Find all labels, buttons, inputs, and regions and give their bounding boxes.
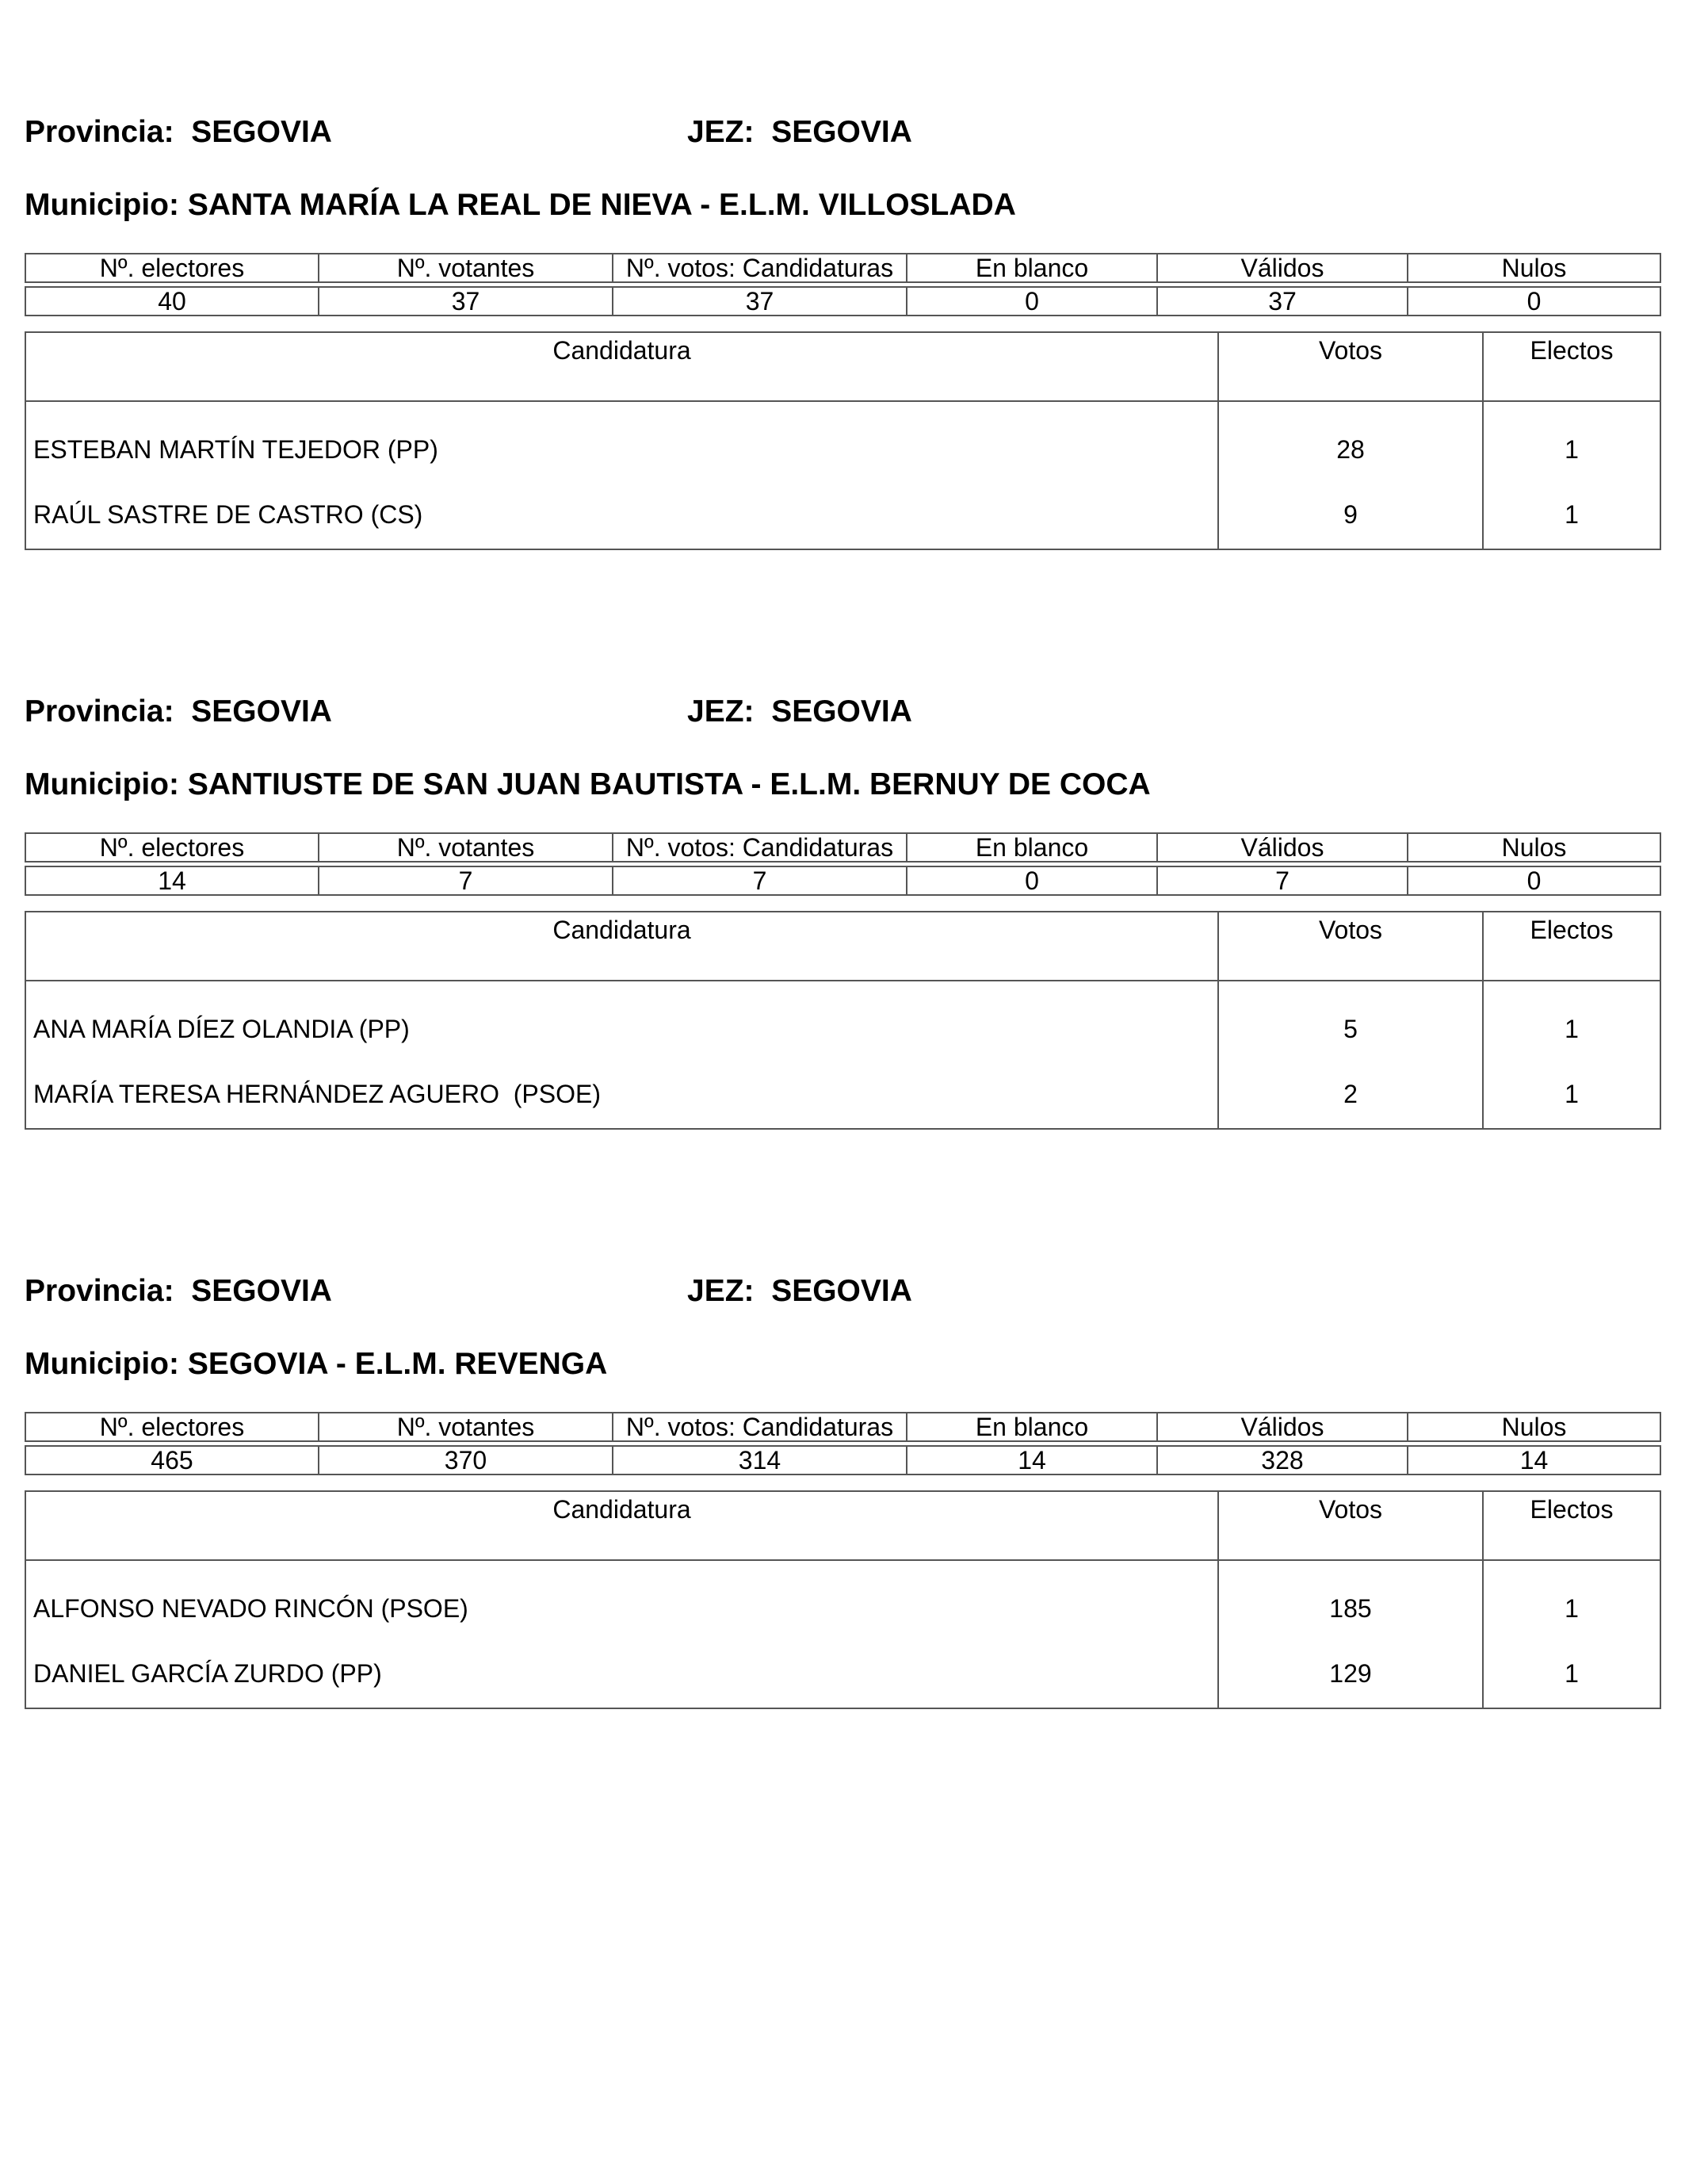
candidate-name: ANA MARÍA DÍEZ OLANDIA (PP) — [33, 1014, 410, 1043]
candidate-votos: 28 — [1218, 401, 1483, 481]
candidate-row — [25, 401, 1660, 481]
stats-header-cell: En blanco — [907, 254, 1157, 282]
votos-header: Votos — [1218, 1491, 1483, 1560]
candidate-row — [25, 1640, 1660, 1708]
stats-value-cell: 328 — [1157, 1446, 1408, 1474]
jez-value: SEGOVIA — [771, 115, 912, 149]
provincia-line — [25, 115, 332, 150]
stats-header-cell: Nulos — [1408, 254, 1660, 282]
stats-value-cell: 7 — [1157, 866, 1408, 895]
candidatura-header: Candidatura — [25, 332, 1218, 401]
candidate-electos: 1 — [1483, 981, 1660, 1061]
stats-header-cell: Válidos — [1157, 254, 1408, 282]
stats-header-cell: Nº. votantes — [319, 254, 613, 282]
stats-header-cell: Nº. electores — [25, 1413, 319, 1441]
candidate-votos: 185 — [1218, 1560, 1483, 1640]
section-header — [25, 1274, 1660, 1314]
municipio-label: Municipio: — [25, 1347, 179, 1381]
jez-line — [687, 694, 912, 729]
stats-value-cell: 14 — [25, 866, 319, 895]
stats-value-cell: 7 — [319, 866, 613, 895]
stats-value-row — [25, 866, 1660, 895]
candidate-votos: 129 — [1218, 1640, 1483, 1708]
stats-value-cell: 37 — [1157, 287, 1408, 316]
stats-header-cell: Nulos — [1408, 1413, 1660, 1441]
stats-header-cell: En blanco — [907, 833, 1157, 862]
stats-value-cell: 465 — [25, 1446, 319, 1474]
candidate-name: MARÍA TERESA HERNÁNDEZ AGUERO (PSOE) — [33, 1080, 601, 1108]
candidate-row — [25, 1061, 1660, 1129]
provincia-value: SEGOVIA — [191, 694, 332, 729]
provincia-value: SEGOVIA — [191, 115, 332, 149]
candidates-header-row — [25, 332, 1660, 401]
electos-header: Electos — [1483, 912, 1660, 981]
electos-header: Electos — [1483, 1491, 1660, 1560]
stats-value-cell: 40 — [25, 287, 319, 316]
stats-value-cell: 0 — [907, 287, 1157, 316]
municipio-line — [25, 767, 1151, 802]
stats-header-row — [25, 254, 1660, 282]
provincia-label: Provincia: — [25, 115, 174, 149]
candidate-electos: 1 — [1483, 481, 1660, 549]
candidate-name: ALFONSO NEVADO RINCÓN (PSOE) — [33, 1593, 468, 1623]
stats-header-cell: Nº. votos: Candidaturas — [613, 833, 907, 862]
municipio-label: Municipio: — [25, 767, 179, 801]
stats-header-cell: Nº. votos: Candidaturas — [613, 1413, 907, 1441]
candidates-table — [25, 331, 1661, 550]
stats-value-row — [25, 1446, 1660, 1474]
provincia-label: Provincia: — [25, 694, 174, 729]
candidate-row — [25, 481, 1660, 549]
municipio-value: SANTA MARÍA LA REAL DE NIEVA - E.L.M. VILLOSLADA — [187, 188, 1016, 222]
candidate-row — [25, 1560, 1660, 1640]
candidate-votos: 5 — [1218, 981, 1483, 1061]
candidates-table — [25, 1490, 1661, 1709]
candidates-header-row — [25, 1491, 1660, 1560]
stats-header-cell: En blanco — [907, 1413, 1157, 1441]
stats-value-cell: 14 — [907, 1446, 1157, 1474]
stats-value-row — [25, 287, 1660, 316]
stats-value-cell: 0 — [1408, 866, 1660, 895]
candidate-electos: 1 — [1483, 1061, 1660, 1129]
provincia-label: Provincia: — [25, 1274, 174, 1308]
jez-value: SEGOVIA — [771, 694, 912, 729]
stats-value-cell: 0 — [907, 866, 1157, 895]
stats-header-cell: Nº. votos: Candidaturas — [613, 254, 907, 282]
municipio-line — [25, 188, 1016, 223]
jez-label: JEZ: — [687, 115, 755, 149]
candidate-electos: 1 — [1483, 401, 1660, 481]
section-header — [25, 115, 1660, 155]
stats-header-row — [25, 833, 1660, 862]
stats-value-cell: 7 — [613, 866, 907, 895]
jez-value: SEGOVIA — [771, 1274, 912, 1308]
stats-header-cell: Válidos — [1157, 1413, 1408, 1441]
stats-header-row — [25, 1413, 1660, 1441]
section-header — [25, 694, 1660, 734]
candidatura-header: Candidatura — [25, 912, 1218, 981]
votos-header: Votos — [1218, 332, 1483, 401]
stats-table — [25, 832, 1661, 896]
municipio-label: Municipio: — [25, 188, 179, 222]
stats-value-cell: 37 — [319, 287, 613, 316]
candidate-name: DANIEL GARCÍA ZURDO (PP) — [33, 1659, 382, 1688]
jez-line — [687, 1274, 912, 1309]
provincia-line — [25, 694, 332, 729]
stats-header-cell: Nulos — [1408, 833, 1660, 862]
electos-header: Electos — [1483, 332, 1660, 401]
municipio-value: SEGOVIA - E.L.M. REVENGA — [187, 1347, 608, 1381]
candidate-row — [25, 981, 1660, 1061]
provincia-value: SEGOVIA — [191, 1274, 332, 1308]
votos-header: Votos — [1218, 912, 1483, 981]
stats-value-cell: 314 — [613, 1446, 907, 1474]
stats-header-cell: Nº. electores — [25, 833, 319, 862]
candidate-votos: 2 — [1218, 1061, 1483, 1129]
jez-line — [687, 115, 912, 150]
stats-header-cell: Nº. votantes — [319, 1413, 613, 1441]
stats-header-cell: Válidos — [1157, 833, 1408, 862]
stats-value-cell: 0 — [1408, 287, 1660, 316]
stats-table — [25, 253, 1661, 316]
candidate-electos: 1 — [1483, 1640, 1660, 1708]
candidate-electos: 1 — [1483, 1560, 1660, 1640]
candidate-votos: 9 — [1218, 481, 1483, 549]
candidates-table — [25, 911, 1661, 1130]
stats-value-cell: 14 — [1408, 1446, 1660, 1474]
stats-value-cell: 370 — [319, 1446, 613, 1474]
candidate-name: ESTEBAN MARTÍN TEJEDOR (PP) — [33, 434, 438, 464]
candidates-header-row — [25, 912, 1660, 981]
candidatura-header: Candidatura — [25, 1491, 1218, 1560]
jez-label: JEZ: — [687, 1274, 755, 1308]
stats-header-cell: Nº. votantes — [319, 833, 613, 862]
candidate-name: RAÚL SASTRE DE CASTRO (CS) — [33, 500, 423, 529]
stats-value-cell: 37 — [613, 287, 907, 316]
provincia-line — [25, 1274, 332, 1309]
municipio-value: SANTIUSTE DE SAN JUAN BAUTISTA - E.L.M. BERNUY DE COCA — [187, 767, 1151, 801]
jez-label: JEZ: — [687, 694, 755, 729]
municipio-line — [25, 1347, 607, 1382]
stats-header-cell: Nº. electores — [25, 254, 319, 282]
stats-table — [25, 1412, 1661, 1475]
